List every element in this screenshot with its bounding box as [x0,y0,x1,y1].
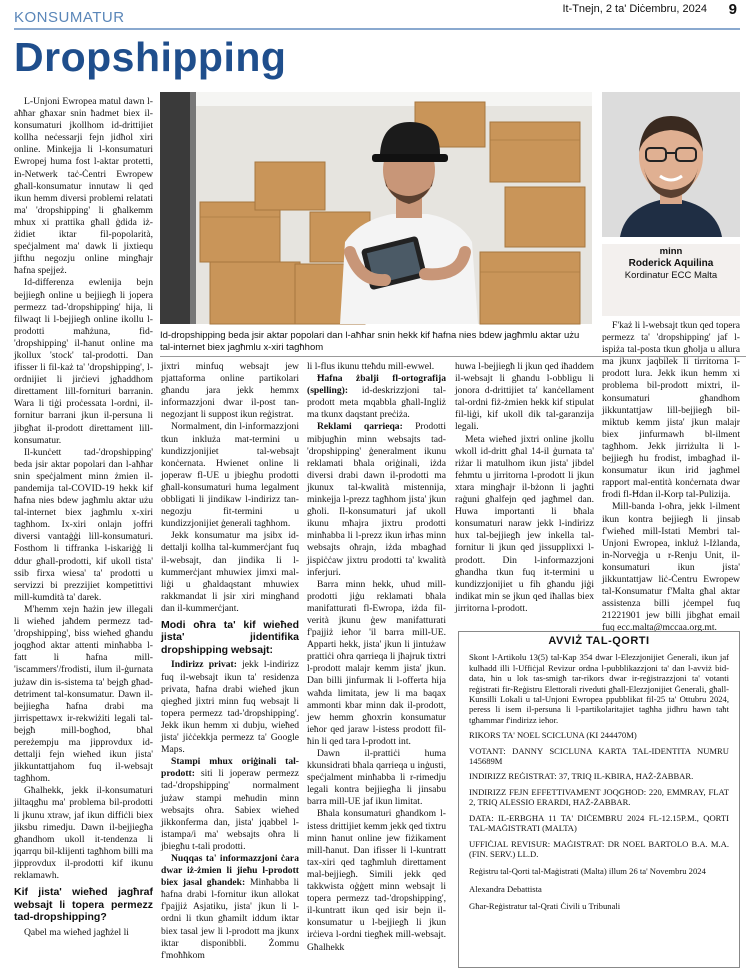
article-photo [160,92,592,324]
column-4 [455,361,594,625]
photo-caption: Id-dropshipping beda jsir aktar popolari dan l-aħħar snin hekk kif ħafna nies bdew jagħmlu aktar użu tal-internet biex jagħmlu x-xiri tagħhom [160,330,580,353]
subheading: Modi oħra ta' kif wieħed jista' jidentifika dropshipping websajt: [161,618,299,656]
author-box [602,244,740,316]
paragraph: huwa l-bejjiegħ li jkun qed iħaddem il-websajt li għandu l-obbligu li jonora d-drittijiet ta' kanċellament tal-ordni fiż-żmien hekk kif stipulat fil-liġi, kif ukoll dik tal-garanzija legali. [455,361,594,433]
paragraph: jixtri minfuq websajt jew pjattaforma online partikolari għandu jara jekk hemmx informazzjoni dwar il-post tan-negozjant li suppost ikun reġistrat. [161,361,299,421]
paragraph: li l-flus ikunu tteħdu mill-ewwel. [307,361,435,372]
notice-title: AVVIŻ TAL-QORTI [548,635,650,647]
notice-registry: Reġistru tal-Qorti tal-Maġistrati (Malta) illum 26 ta' Novembru 2024 [469,866,706,877]
notice-line: VOTANT: DANNY SCICLUNA KARTA TAL-IDENTITA NUMRU 145689M [469,745,729,767]
paragraph: Għalhekk, jekk il-konsumaturi jiltaqgħu ma' problema bil-prodotti li jkunu xtraw, jaf ikun diffiċli biex jiksbu rimedju. Dawn il-bejjiegħa għandhom ukoll it-tendenza li jqarrqu bil-klijenti tagħhom billi ma jipprovdux il-prodotti kif ikunu reklamawh. [14,785,153,881]
author-prefix: minn [659,246,683,257]
notice-office: Għar-Reġistratur tal-Qrati Ċivili u Tribunali [469,901,621,912]
column-5 [602,320,740,634]
paragraph-text: id-deskrizzjoni tal-prodott meta mqabbla għall-Ingliż ma tkunx daqstant preċiża. [307,385,446,421]
notice-line: RIKORS TA' NOEL SCICLUNA (KI 244470M) [469,730,637,741]
column-3 [307,361,446,973]
section-label: KONSUMATUR [14,9,125,26]
notice-line: INDIRIZZ FEJN EFFETTIVAMENT JOQGĦOD: 220, EMMRAY, FLAT 2, TRIQ ALESSIO ERARDI, ĦAŻ-ŻABBAR. [469,786,729,808]
lead-in: Stampi mhux oriġinali tal-prodott: [161,756,299,780]
notice-line: INDIRIZZ REĠISTRAT: 37, TRIQ IL-KBIRA, ĦAŻ-ŻABBAR. [469,771,694,782]
subheading: Kif jista' wieħed jagħraf websajt li topera permezz tad-dropshipping? [14,886,153,924]
paragraph: Qabel ma wieħed jagħżel li [24,926,129,938]
header-rule [14,28,740,30]
court-notice [458,631,740,968]
paragraph-text: siti li joperaw permezz tad-'dropshipping' normalment jużaw stampi meħudin minn websajts oħra. Sabiex wieħed jikkonferma dan, jista' jqabbel l-istampa/i ma' websajts oħra li jbiegħu t-tali prodotti. [161,768,299,852]
notice-body: Skont l-Artikolu 13(5) tal-Kap 354 dwar l-Elezzjonijiet Ġenerali, ikun jaf kulħadd illi l-Uffiċjal Revizur ordna l-pubblikazzjoni ta' dan l-avviż bid-data, ħin u lok tas-smigħ tar-rikors dwar ir-reġistrazzjoni ta' votanti reġistrati fir-Reġistru Elettorali riveduti għall-Elezzjonijiet Ġenerali, għall-Kunsilli Lokali u tal-Unjoni Ewropea ppubblikat fil-25 ta' Ottubru 2024, peress li isem il-persuna li l-partikolaritajiet tagħha jidhru hawn taħt tgħammar f'indirizz ieħor. [469,652,729,725]
paragraph: Meta wieħed jixtri online jkollu wkoll id-dritt għal 14-il ġurnata ta' riżar li matulhom ikun jista' jibdel fehmtu u jirritorna l-prodott li jkun xtara mingħajr il-bżonn li jagħti raġuni għalfejn qed jagħmel dan. Huwa importanti li bħala konsumaturi naraw jekk l-indirizz hux tal-bejjiegħ jew inkella tal-fornitur li jkun qed jissupplixxi l-prodott. Din l-informazzjoni għandha tkun fuq it-termini u kundizzjonijiet u fih għandu jiġi indikat min se jkun qed iħallas biex jirritorna l-prodott. [455,433,594,614]
lead-in: Indirizz privat: [171,659,237,671]
paragraph [307,373,446,421]
paragraph [161,659,299,756]
issue-date: It-Tnejn, 2 ta' Diċembru, 2024 [562,3,707,15]
paragraph: Mill-banda l-oħra, jekk l-ilment ikun kontra bejjiegħ li jinsab f'wieħed mill-Istati Membri tal-Unjoni Ewropea, inkluż l-Iżlanda, in-Norveġja u r-Renju Unit, il-konsumaturi ikun jista' jikkuntattjaw liċ-Ċentru Ewropew tal-Konsumatur f'Malta għal aktar assistenza billi jċempel fuq 21221901 jew billi jibgħat email fuq ecc.malta@mccaa.org.mt. [602,501,740,634]
lead-in: Nuqqas ta' informazzjoni ċara dwar iż-żmien li jieħu l-prodott biex jasal għandek: [161,852,299,889]
paragraph [307,421,446,578]
paragraph: Normalment, din l-informazzjoni tkun inkluża mat-termini u kundizzjonijiet tal-websajt konċernata. Hwienet online li joperaw fl-UE u jbiegħu prodotti għall-konsumaturi huma legalment obbligati li jindikaw l-indirizz tan-negozju fit-termini u kundizzjonijiet ġenerali tagħhom. [161,421,299,530]
paragraph-text: Prodotti mibjugħin minn websajts tad-'dropshipping' ġeneralment ikunu reklamati bħala oriġinali, iżda diversi drabi dawn il-prodotti ma jkunux tal-kwalità mistennija, minkejja l-prezz tagħhom jista' jkun għoli. Il-konsumaturi jaf ukoll ikunu mħajra jixtru prodotti minħabba li l-prezz ikun irħas minn websajts oħrajn, iżda mbagħad jispiċċaw jixtru prodotti ta' kwalità inferjuri. [307,421,446,578]
paragraph [161,756,299,853]
lead-in: Ħafna żbalji fl-ortografija (spelling): [307,373,446,397]
column-1 [14,96,153,973]
notice-line: DATA: IL-ERBGĦA 11 TA' DIĊEMBRU 2024 FL-12.15P.M., QORTI TAL-MAĠISTRATI (MALTA) [469,812,729,834]
paragraph: Bħala konsumaturi għandkom l-istess drittijiet kemm jekk qed tixtru minn ħanut online jew fiżikament mill-ħanut. Dan ifisser li l-kuntratt tax-xiri qed tagħmluh direttament mal-bejjiegħ. Simili jekk qed takkwista oġġett minn websajt li topera permezz tad-'dropshipping', il-kuntratt ikun qed isir bejn il-konsumatur u l-bejjiegħ li jkun irċieva l-ordni tiegħek mill-websajt. Għalhekk [307,808,446,953]
paragraph: Dawn il-prattiċi huma kkunsidrati bħala qarrieqa u inġusti, speċjalment minħabba li r-rimedju legali kontra bejjiegħa li jinsabu barra mill-UE jaf ikun limitat. [307,748,446,808]
page-number: 9 [728,1,737,18]
paragraph: F'każ li l-websajt tkun qed topera permezz ta' 'dropshipping' jaf l-ispiża tal-posta tkun għolja u allura ma jkunx jaqbilek li tirritorna l-prodott lura. Jekk ikun hemm xi problema bil-prodott mixtri, il-konsumaturi għandhom jikkuntattjaw lill-bejjiegħ bil-miktub kemm jista' jkun malajr biex jinfurmawh bl-ilment tagħhom. Jekk jirriżulta li l-bejjiegħ hu frodist, imbagħad il-konsumatur ikun irid jagħmel rapport mal-entità konċernata dwar frodi fl-Ħdan il-Korp tal-Pulizija. [602,320,740,501]
paragraph: M'hemm xejn ħażin jew illegali li wieħed jaħdem permezz tad-'dropshipping', biss wieħed għandu joqgħod aktar attenti minħabba l-fatt li ħafna mill-'iscammers'/frodisti, ilum il-ġurnata jużaw din is-sistema ta' bejgħ għad-detriment tal-konsumatur. Dawn il-bejjiegħa ħafna drabi ma jirrispettawx ir-rekwiżiti legali tal-bejgħ mill-bogħod, bħal pereżempju ma jipprovdux id-dettalji fejn wieħed ikun jista' jikkuntattjahom fuq il-websajt tagħhom. [14,603,153,785]
notice-signatory: Alexandra Debattista [469,883,542,894]
author-name: Roderick Aquilina [628,258,714,269]
author-portrait [602,92,740,237]
paragraph-text: jekk l-indirizz fuq il-websajt ikun ta' residenza privata, ħafna drabi wieħed jkun qiegħed jixtri minn fuq websajt li topera permezz tad-'dropshipping'. Jekk ikun hemm xi dubju, wieħed jista' jiċċekkja permezz ta' Google Maps. [161,659,299,756]
paragraph: Id-differenza ewlenija bejn bejjiegħ online u bejjiegħ li jopera permezz tad-'dropshipping' hija, li filwaqt li l-bejjiegħ online ikollu l-prodotti maħżuna, fid-'dropshipping' il-ħanut online ma jkollux 'stock' tal-prodotti. Dan ifisser li fil-każ ta' 'dropshipping', l-ordnijiet li jirċievi jgħaddhom direttament lill-fornituri barranin. Wara li tiġi proċessata l-ordni, il-fornitur barrani jkun il-persuna li jibgħat il-prodott direttament lill-konsumatur. [14,277,153,446]
lead-in: Reklami qarrieqa: [317,421,403,433]
paragraph: L-Unjoni Ewropea matul dawn l-aħħar għaxar snin ħadmet biex il-konsumaturi jkollhom id-drittijiet kollha neċessarji fejn jidħol xiri online. Minkejja li l-konsumaturi Ewropej huma fost l-aktar protetti, in-Netwerk taċ-Ċentri Ewropew għall-konsumatur innutaw li qed ikun hemm diversi problemi relatati ma' 'dropshipping' li għalkemm mhux xi prattika għall ġdida iż-żidiet iktar fil-popolarità, speċjalment ma' dawk li jixtiequ jifthu negozju online mingħajr ħafna spejjeż. [14,96,153,277]
paragraph [161,853,299,962]
paragraph: Jekk konsumatur ma jsibx id-dettalji kollha tal-kummerċjant fuq il-websajt, dan jindika li l-kummerċjant mhuwiex jimxi mal-liġi u għaldaqstant mhuwiex rakkmandat li jsir xiri mingħand dan il-kummerċjant. [161,530,299,614]
paragraph: Il-kunċett tad-'dropshipping' beda jsir aktar popolari dan l-aħħar snin speċjalment minn żmien il-pandemija tal-COVID-19 hekk kif ħafna nies bdew jagħmlu aktar użu tal-internet biex jagħmlu x-xiri tagħhom. Ix-xiri onlajn joffri diversi vantaġġi lill-konsumaturi. Fosthom li tiffranka l-iskariġġ li ddur għall-prodotti, kif ukoll tista' ssib firxa wiesa' ta' prodotti u servizzi bi prezzijiet kompetittivi mill-kumdità ta' darek. [14,446,153,603]
author-role: Kordinatur ECC Malta [624,270,718,281]
column-2 [161,361,299,973]
notice-line: UFFIĊJAL REVISUR: MAĠISTRAT: DR NOEL BARTOLO B.A. M.A. (FIN. SERV.) LL.D. [469,838,729,859]
paragraph: Barra minn hekk, uħud mill-prodotti jiġu reklamati bħala manifatturati fl-Ewropa, iżda fil-verità jkunu ġew manifatturati f'pajjiż ieħor 'il barra mill-UE. Apparti hekk, jista' jkun li jintużaw prattiċi oħra qarrieqa li jħajruk tixtri l-prodott malajr kemm jista' jkun. Dan billi jinfurmak li l-offerta hija waħda limitata, jew li ma baqax ammonti kbar minn dak il-prodott, jew hemm għoxrin konsumatur ieħor qed jaraw l-istess prodott fil-ħin li qed tara l-prodott int. [307,578,446,747]
article-title: Dropshipping [14,34,287,80]
paragraph-text: Minħabba li ħafna drabi l-fornitur ikun allokat f'pajjiż Asjatiku, jista' jkun li l-ordni li tkun għamilt iddum iktar biex tasal jew li l-prodott ma jkunx iktar disponibbli. Żommu f'moħħkom [161,877,299,961]
